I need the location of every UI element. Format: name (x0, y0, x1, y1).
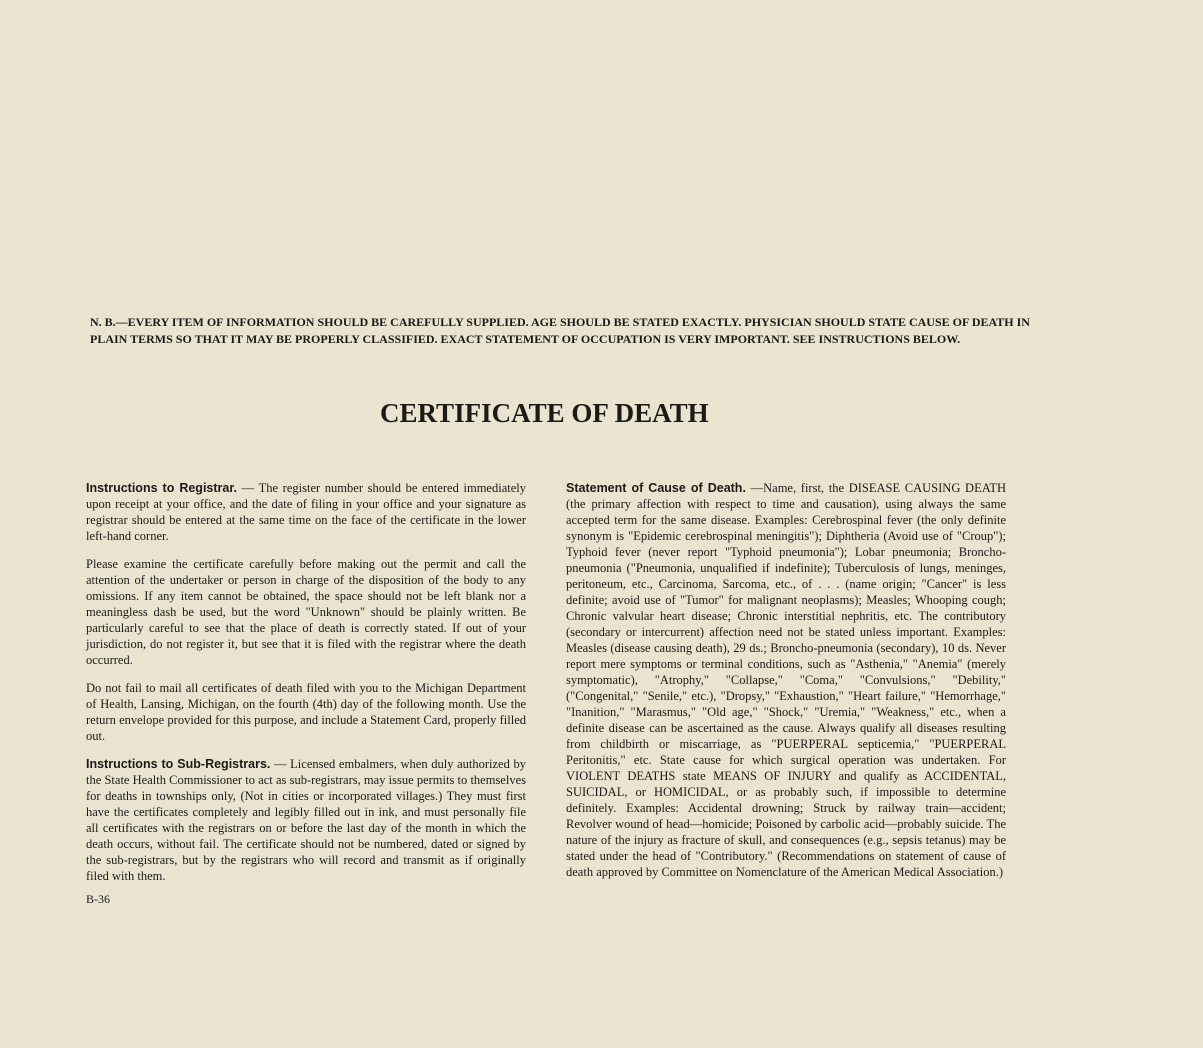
registrar-paragraph-3: Do not fail to mail all certificates of death filed with you to the Michigan Department of Health, Lansing, Michigan, on the fourth (4th) day of the following month. Use the return envelope provided for this purpose, and include a Statement Card, properly filled out. (86, 681, 526, 743)
cause-heading: Statement of Cause of Death. (566, 481, 746, 495)
cause-text: —Name, first, the DISEASE CAUSING DEATH (the primary affection with respect to time and causation), using always the same accepted term for the same disease. Examples: Cerebrospinal fever (the only definite synonym is "Epidemic cerebrospinal meningitis"); Diphtheria (Avoid use of "Croup"); Typhoid fever (never report "Typhoid pneumonia"); Lobar pneumonia; Broncho-pneumonia ("Pneumonia, unqualified if indefinite); Tuberculosis of lungs, meninges, peritoneum, etc., Carcinoma, Sarcoma, etc., of . . . (name origin; "Cancer" is less definite; avoid use of "Tumor" for malignant neoplasms); Measles; Whooping cough; Chronic valvular heart disease; Chronic interstitial nephritis, etc. The contributory (secondary or intercurrent) affection need not be stated unless important. Examples: Measles (disease causing death), 29 ds.; Broncho-pneumonia (secondary), 10 ds. Never report mere symptoms or terminal conditions, such as "Asthenia," "Anemia" (merely symptomatic), "Atrophy," "Collapse," "Coma," "Convulsions," "Debility," ("Congenital," "Senile," etc.), "Dropsy," "Exhaustion," "Heart failure," "Hemorrhage," "Inanition," "Marasmus," "Old age," "Shock," "Uremia," "Weakness," etc., when a definite disease can be ascertained as the cause. Always qualify all diseases resulting from childbirth or miscarriage, as "PUERPERAL septicemia," "PUERPERAL Peritonitis," etc. State cause for which surgical operation was undertaken. For VIOLENT DEATHS state MEANS OF INJURY and qualify as ACCIDENTAL, SUICIDAL, or HOMICIDAL, or as probably such, if impossible to determine definitely. Examples: Accidental drowning; Struck by railway train—accident; Revolver wound of head—homicide; Poisoned by carbolic acid—probably suicide. The nature of the injury as fracture of skull, and consequences (e.g., sepsis tetanus) may be stated under the head of "Contributory." (Recommendations on statement of cause of death approved by Committee on Nomenclature of the American Medical Association.) (566, 481, 1007, 879)
right-column (566, 480, 1006, 892)
subregistrar-paragraph (86, 756, 526, 884)
form-number: B-36 (86, 892, 110, 906)
certificate-title: CERTIFICATE OF DEATH (380, 398, 709, 428)
subregistrar-heading: Instructions to Sub-Registrars. (86, 757, 271, 771)
subregistrar-text: — Licensed embalmers, when duly authorized by the State Health Commissioner to act as sub-registrars, may issue permits to themselves for deaths in townships only, (Not in cities or incorporated villages.) They must first have the certificates completely and legibly filled out in ink, and must personally file all certificates with the registrars on or before the last day of the month in which the death occurs, without fail. The certificate should not be numbered, dated or signed by the sub-registrars, but by the registrars who will record and transmit as if originally filed with them. (86, 757, 526, 883)
left-column (86, 480, 526, 896)
notice-banner: N. B.—EVERY ITEM OF INFORMATION SHOULD BE CAREFULLY SUPPLIED. AGE SHOULD BE STATED EXACTLY. PHYSICIAN SHOULD STATE CAUSE OF DEATH IN PLAIN TERMS SO THAT IT MAY BE PROPERLY CLASSIFIED. EXACT STATEMENT OF OCCUPATION IS VERY IMPORTANT. SEE INSTRUCTIONS BELOW. (90, 315, 1030, 347)
registrar-paragraph-2: Please examine the certificate carefully before making out the permit and call the attention of the undertaker or person in charge of the disposition of the body to any omissions. If any item cannot be obtained, the space should not be left blank nor a meaningless dash be used, but the word "Unknown" should be plainly written. Be particularly careful to see that the place of death is correctly stated. If out of your jurisdiction, do not register it, but see that it is filed with the registrar where the death occurred. (86, 557, 526, 667)
registrar-heading: Instructions to Registrar. (86, 481, 237, 495)
cause-paragraph (566, 480, 1006, 880)
registrar-paragraph-1 (86, 480, 526, 544)
registrar-intro: — The register number should be entered immediately upon receipt at your office, and the date of filing in your office and your signature as registrar should be entered at the same time on the face of the certificate in the lower left-hand corner. (86, 481, 526, 543)
